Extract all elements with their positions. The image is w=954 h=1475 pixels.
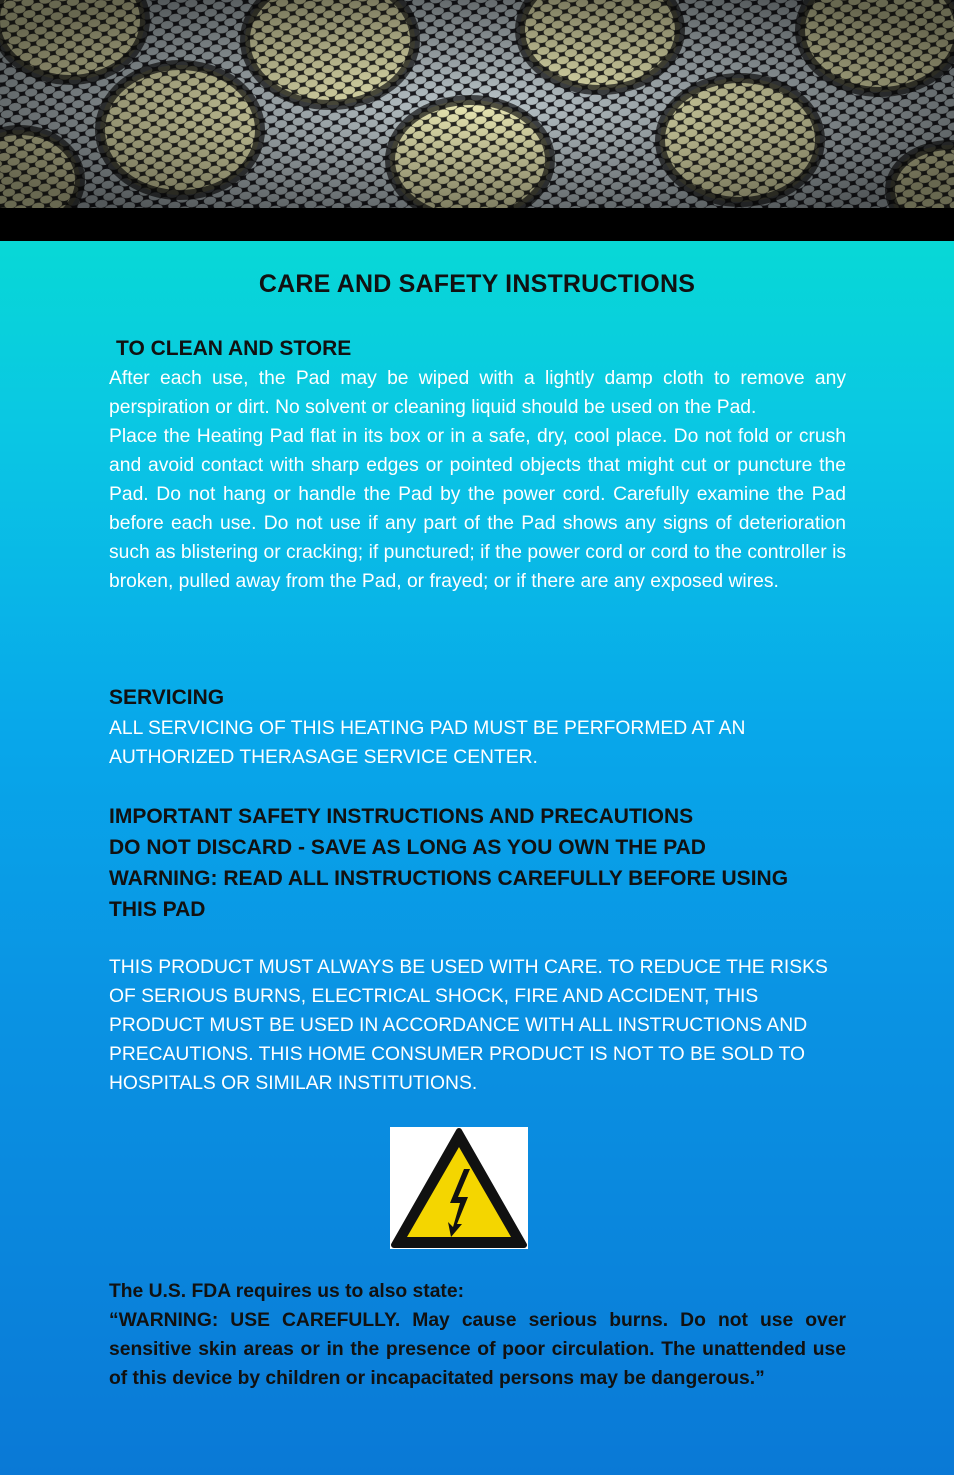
- high-voltage-warning-icon: [390, 1127, 528, 1249]
- servicing-section: [109, 682, 846, 772]
- important-heading: IMPORTANT SAFETY INSTRUCTIONS AND PRECAUTIONS: [109, 805, 694, 828]
- clean-store-paragraph-1: After each use, the Pad may be wiped with a lightly damp cloth to remove any perspiration or dirt. No solvent or cleaning liquid should be used on the Pad.: [109, 368, 846, 418]
- fda-section: [109, 1277, 846, 1393]
- clean-store-paragraph-2: Place the Heating Pad flat in its box or in a safe, dry, cool place. Do not fold or crush and avoid contact with sharp edges or pointed objects that might cut or puncture the Pad. Do not hang or handle the Pad by the power cord. Carefully examine the Pad before each use. Do not use if any part of the Pad shows any signs of deterioration such as blistering or cracking; if punctured; if the power cord or cord to the controller is broken, pulled away from the Pad, or frayed; or if there are any exposed wires.: [109, 426, 846, 592]
- hero-bottom-band: [0, 208, 954, 241]
- fda-warning-text: “WARNING: USE CAREFULLY. May cause serious burns. Do not use over sensitive skin areas or in the presence of poor circulation. The unattended use of this device by children or incapacitated persons may be dangerous.”: [109, 1310, 846, 1389]
- read-instructions-warning: WARNING: READ ALL INSTRUCTIONS CAREFULLY BEFORE USING THIS PAD: [109, 867, 789, 921]
- important-section: [109, 801, 846, 1098]
- important-text: THIS PRODUCT MUST ALWAYS BE USED WITH CARE. TO REDUCE THE RISKS OF SERIOUS BURNS, ELECTRICAL SHOCK, FIRE AND ACCIDENT, THIS PRODUCT MUST BE USED IN ACCORDANCE WITH ALL INSTRUCTIONS AND PRECAUTIONS. THIS HOME CONSUMER PRODUCT IS NOT TO BE SOLD TO HOSPITALS OR SIMILAR INSTITUTIONS.: [109, 957, 828, 1094]
- servicing-text: ALL SERVICING OF THIS HEATING PAD MUST BE PERFORMED AT AN AUTHORIZED THERASAGE SERVICE CENTER.: [109, 718, 746, 768]
- page-title: CARE AND SAFETY INSTRUCTIONS: [258, 270, 696, 298]
- do-not-discard-heading: DO NOT DISCARD - SAVE AS LONG AS YOU OWN THE PAD: [109, 836, 706, 859]
- servicing-heading: SERVICING: [109, 686, 225, 709]
- hero-mesh-image: [0, 0, 954, 210]
- clean-store-section: [109, 333, 846, 596]
- fda-heading: The U.S. FDA requires us to also state:: [109, 1281, 464, 1302]
- clean-store-heading: TO CLEAN AND STORE: [116, 337, 352, 360]
